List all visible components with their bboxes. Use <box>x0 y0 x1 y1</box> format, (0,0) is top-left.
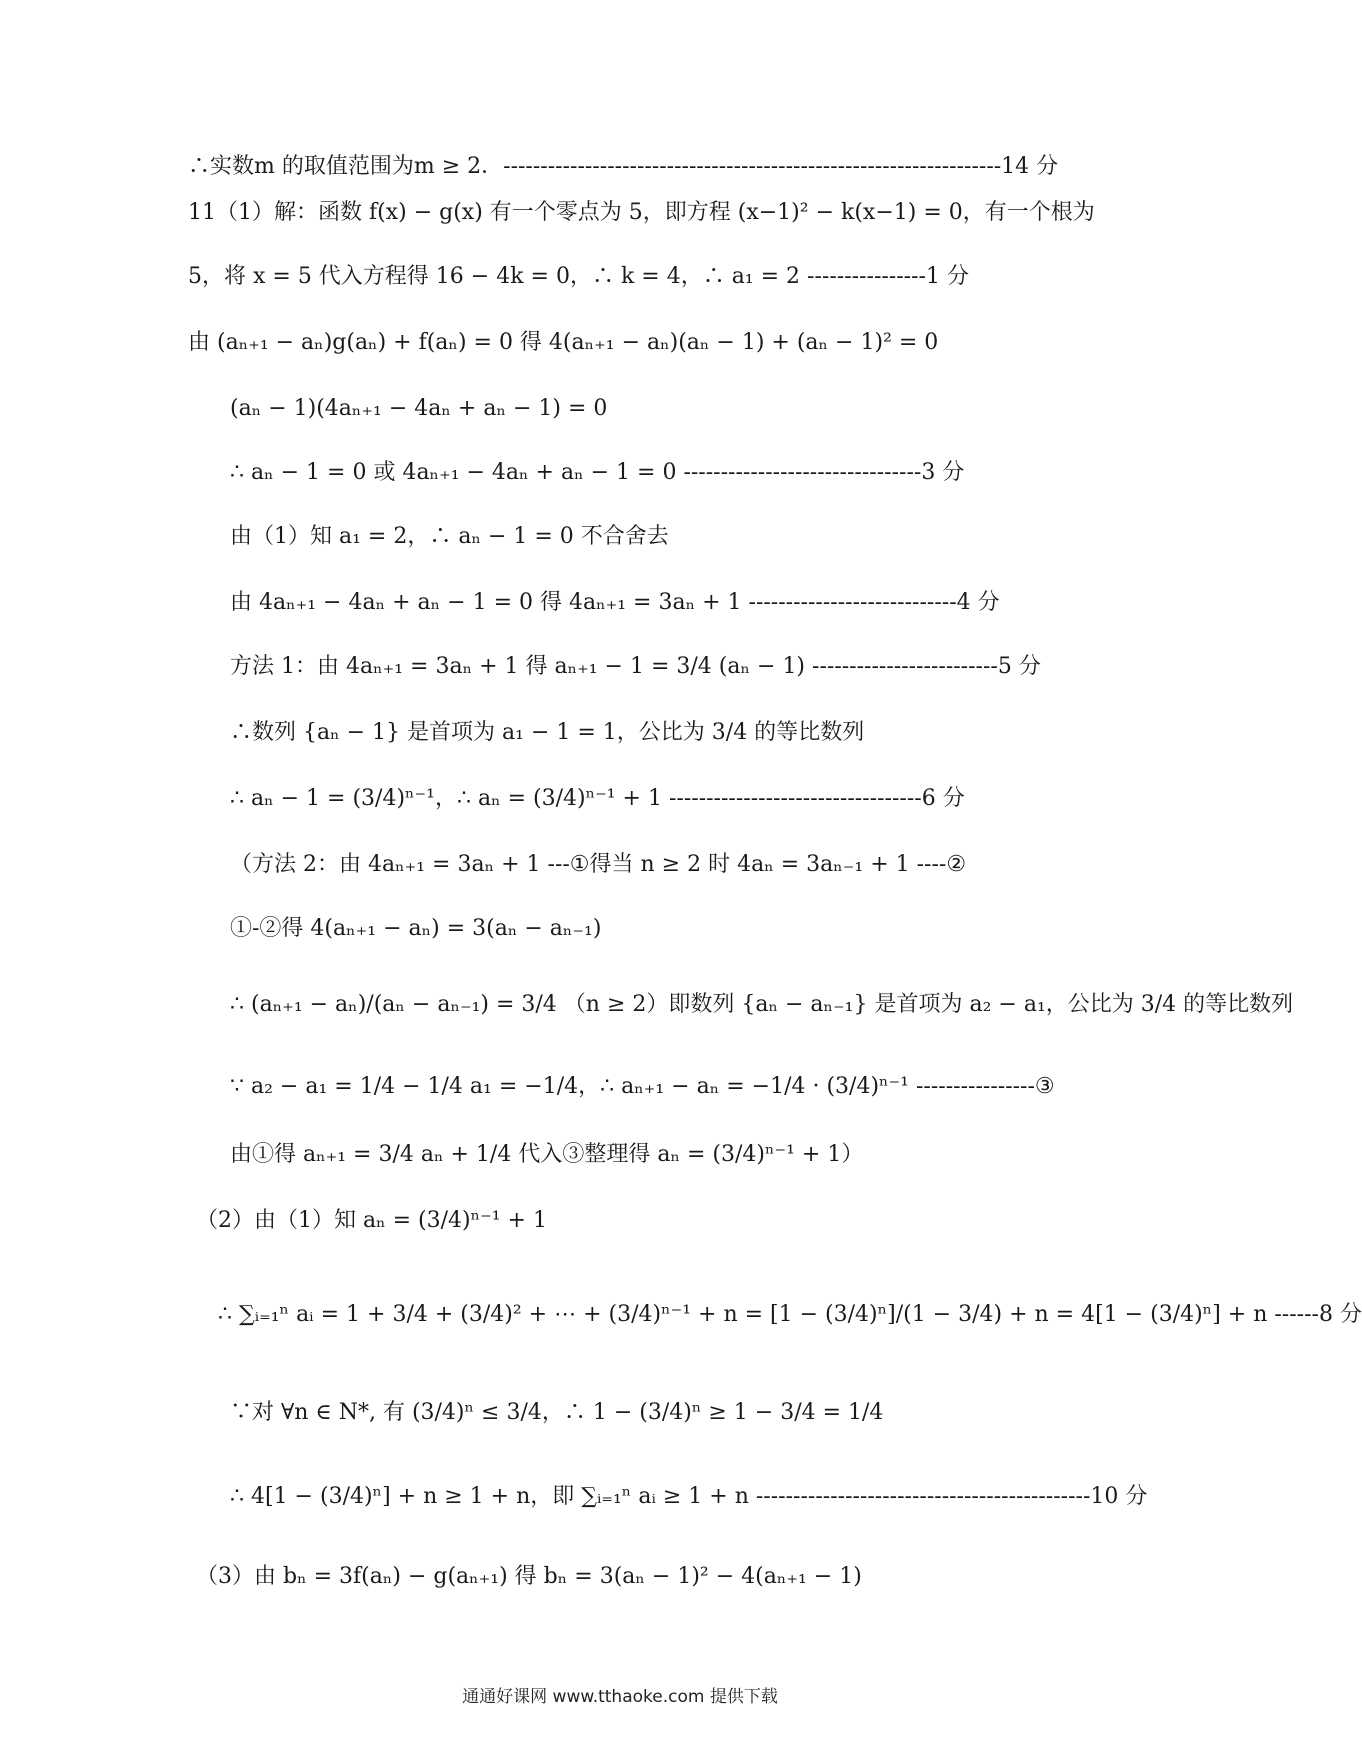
line-method2: （方法 2：由 4aₙ₊₁ = 3aₙ + 1 ---①得当 n ≥ 2 时 4aₙ = 3aₙ₋₁ + 1 ----② <box>230 852 967 877</box>
line-11-1-intro: 11（1）解：函数 f(x) − g(x) 有一个零点为 5，即方程 (x−1)² − k(x−1) = 0，有一个根为 <box>188 200 1095 225</box>
line-part3: （3）由 bₙ = 3f(aₙ) − g(aₙ₊₁) 得 bₙ = 3(aₙ − 1)² − 4(aₙ₊₁ − 1) <box>196 1564 862 1589</box>
line-inequality: ∵对 ∀n ∈ N*, 有 (3/4)ⁿ ≤ 3/4，∴ 1 − (3/4)ⁿ ≥ 1 − 3/4 = 1/4 <box>230 1400 884 1425</box>
line-sum: ∴ ∑ᵢ₌₁ⁿ aᵢ = 1 + 3/4 + (3/4)² + ⋯ + (3/4)ⁿ⁻¹ + n = [1 − (3/4)ⁿ]/(1 − 3/4) + n = 4[1 − (3/4)ⁿ] + n ------8 分 <box>218 1302 1362 1327</box>
line-range-conclusion: ∴实数m 的取值范围为m ≥ 2．-------------------------------------------------------------------14 分 <box>188 154 1059 179</box>
line-discard: 由（1）知 a₁ = 2，∴ aₙ − 1 = 0 不合舍去 <box>230 524 669 549</box>
line-difference-term: ∵ a₂ − a₁ = 1/4 − 1/4 a₁ = −1/4，∴ aₙ₊₁ − aₙ = −1/4 · (3/4)ⁿ⁻¹ ----------------③ <box>230 1074 1055 1099</box>
line-cases: ∴ aₙ − 1 = 0 或 4aₙ₊₁ − 4aₙ + aₙ − 1 = 0 --------------------------------3 分 <box>230 460 965 485</box>
line-method1: 方法 1：由 4aₙ₊₁ = 3aₙ + 1 得 aₙ₊₁ − 1 = 3/4 (aₙ − 1) -------------------------5 分 <box>230 654 1041 679</box>
line-11-1-k-value: 5，将 x = 5 代入方程得 16 − 4k = 0，∴ k = 4，∴ a₁ = 2 ----------------1 分 <box>188 264 969 289</box>
line-factorized: (aₙ − 1)(4aₙ₊₁ − 4aₙ + aₙ − 1) = 0 <box>230 396 608 421</box>
line-simplified: 由 4aₙ₊₁ − 4aₙ + aₙ − 1 = 0 得 4aₙ₊₁ = 3aₙ + 1 ----------------------------4 分 <box>230 590 1000 615</box>
line-sum-bound: ∴ 4[1 − (3/4)ⁿ] + n ≥ 1 + n，即 ∑ᵢ₌₁ⁿ aᵢ ≥ 1 + n ---------------------------------------------10 分 <box>230 1484 1148 1509</box>
line-geometric-sequence: ∴数列 {aₙ − 1} 是首项为 a₁ − 1 = 1，公比为 3/4 的等比数列 <box>230 720 865 745</box>
line-subtract: ①-②得 4(aₙ₊₁ − aₙ) = 3(aₙ − aₙ₋₁) <box>230 916 602 941</box>
line-method2-result: 由①得 aₙ₊₁ = 3/4 aₙ + 1/4 代入③整理得 aₙ = (3/4)ⁿ⁻¹ + 1） <box>230 1142 864 1167</box>
line-recurrence: 由 (aₙ₊₁ − aₙ)g(aₙ) + f(aₙ) = 0 得 4(aₙ₊₁ − aₙ)(aₙ − 1) + (aₙ − 1)² = 0 <box>188 330 939 355</box>
line-general-term: ∴ aₙ − 1 = (3/4)ⁿ⁻¹，∴ aₙ = (3/4)ⁿ⁻¹ + 1 ----------------------------------6 分 <box>230 786 965 811</box>
line-ratio: ∴ (aₙ₊₁ − aₙ)/(aₙ − aₙ₋₁) = 3/4 （n ≥ 2）即数列 {aₙ − aₙ₋₁} 是首项为 a₂ − a₁，公比为 3/4 的等比数列 <box>230 992 1294 1017</box>
page-footer: 通通好课网 www.tthaoke.com 提供下载 <box>462 1687 778 1707</box>
line-part2: （2）由（1）知 aₙ = (3/4)ⁿ⁻¹ + 1 <box>196 1208 547 1233</box>
